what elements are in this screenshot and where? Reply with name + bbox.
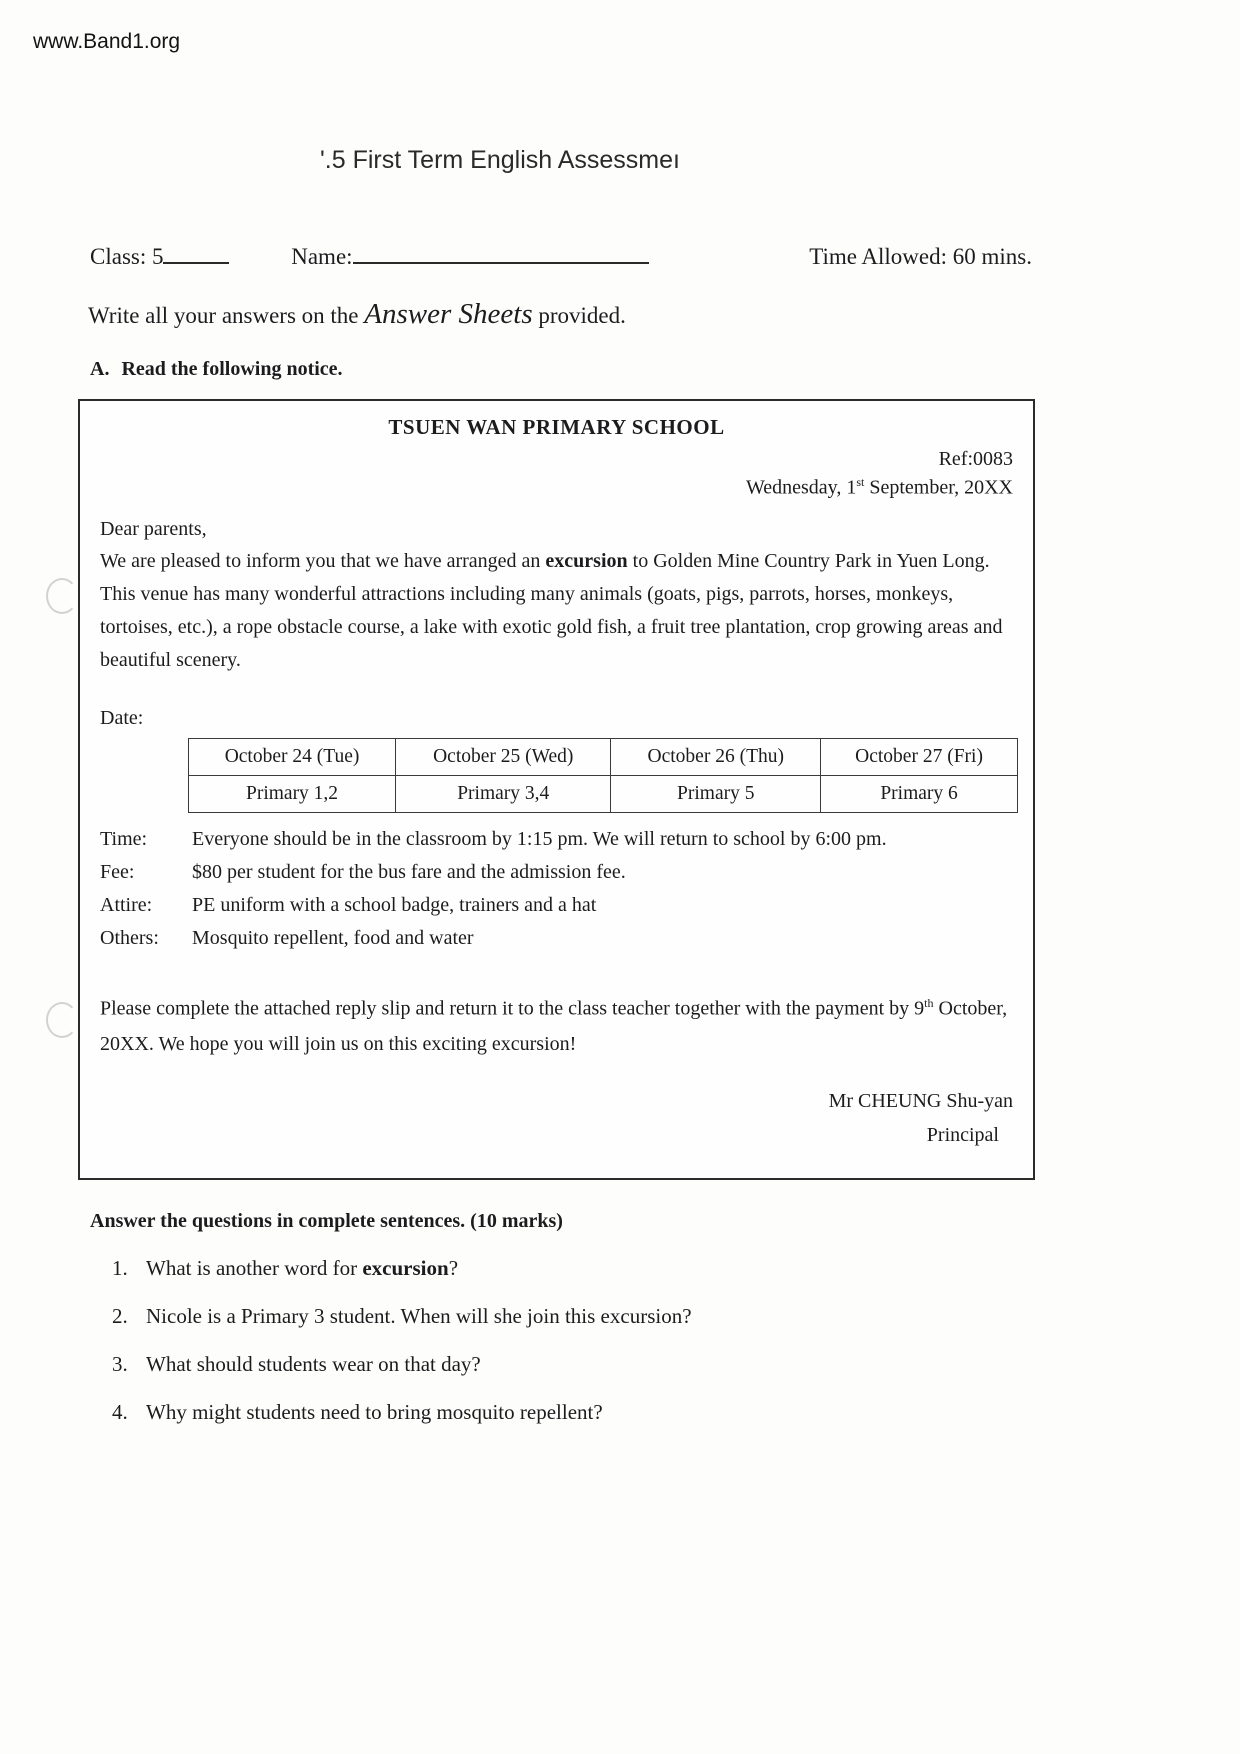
closing-pre: Please complete the attached reply slip and return it to the class teacher together with the payment by 9 [100, 997, 925, 1020]
question-text-pre: What is another word for [146, 1256, 363, 1280]
header-row [90, 240, 1032, 270]
table-value-row [189, 775, 1018, 812]
page-title: '.5 First Term English Assessmeı [320, 146, 680, 174]
scan-hole-artifact [46, 578, 78, 614]
notice-date-pre: Wednesday, 1 [745, 476, 857, 499]
table-cell: October 25 (Wed) [396, 738, 611, 775]
name-label: Name: [291, 244, 353, 269]
excursion-schedule-table [188, 738, 1018, 813]
school-name: TSUEN WAN PRIMARY SCHOOL [388, 415, 725, 439]
question-number: 4. [112, 1400, 128, 1424]
table-cell: Primary 5 [611, 775, 821, 812]
question-text-pre: Nicole is a Primary 3 student. When will she join this excursion? [146, 1304, 692, 1328]
signature-block [100, 1084, 1013, 1152]
signature-name: Mr CHEUNG Shu-yan [828, 1090, 1013, 1113]
signature-title: Principal [926, 1124, 999, 1147]
date-label: Date: [100, 706, 144, 729]
table-cell: October 26 (Thu) [611, 738, 821, 775]
detail-row-fee [100, 856, 1013, 889]
detail-row-attire [100, 889, 1013, 922]
detail-text: PE uniform with a school badge, trainers and a hat [192, 893, 597, 916]
question-item-4 [90, 1400, 1100, 1425]
table-header-row [189, 738, 1018, 775]
notice-body-paragraph [100, 545, 1013, 677]
detail-text: Everyone should be in the classroom by 1:15 pm. We will return to school by 6:00 pm. [192, 827, 887, 850]
question-text [146, 1304, 1100, 1329]
question-text-post: ? [448, 1256, 459, 1280]
questions-heading: Answer the questions in complete sentences. (10 marks) [90, 1210, 563, 1232]
question-text [146, 1352, 1100, 1377]
questions-section [90, 1210, 1100, 1425]
notice-date [100, 475, 1013, 500]
salutation: Dear parents, [100, 517, 207, 540]
notice-box [78, 399, 1035, 1180]
question-text-pre: What should students wear on that day? [146, 1352, 481, 1376]
section-a-label: A. [90, 358, 110, 380]
body-post: to Golden Mine Country Park in Yuen Long. This venue has many wonderful attractions including many animals (goats, pigs, parrots, horses, monkeys, tortoises, etc.), a rope obstacle course, a lake with exotic gold fish, a fruit tree plantation, crop growing areas and beautiful scenery. [100, 549, 1003, 671]
detail-label: Others: [100, 926, 159, 949]
body-pre: We are pleased to inform you that we have arranged an [100, 549, 546, 572]
detail-label: Time: [100, 827, 148, 850]
detail-text: $80 per student for the bus fare and the admission fee. [192, 860, 626, 883]
detail-text: Mosquito repellent, food and water [192, 926, 474, 949]
detail-row-others [100, 922, 1013, 955]
body-bold-word: excursion [545, 549, 628, 572]
closing-sup: th [924, 995, 934, 1010]
section-a-text: Read the following notice. [121, 358, 343, 380]
table-cell: October 27 (Fri) [821, 738, 1018, 775]
question-text-bold: excursion [362, 1256, 449, 1280]
closing-paragraph [100, 985, 1013, 1063]
table-cell: Primary 3,4 [396, 775, 611, 812]
question-number: 1. [112, 1256, 128, 1280]
question-text [146, 1256, 1100, 1281]
detail-label: Fee: [100, 860, 135, 883]
question-text [146, 1400, 1100, 1425]
detail-row-time [100, 823, 1013, 856]
class-blank-line [163, 240, 229, 264]
notice-details [100, 823, 1013, 955]
ref-number: Ref:0083 [938, 448, 1013, 470]
question-item-2 [90, 1304, 1100, 1329]
class-label: Class: 5 [90, 244, 164, 269]
answer-sheets-italic: Answer Sheets [364, 298, 533, 330]
name-blank-line [353, 240, 649, 264]
time-allowed: Time Allowed: 60 mins. [809, 244, 1032, 269]
instruction-line [88, 298, 626, 331]
question-text-pre: Why might students need to bring mosquito repellent? [146, 1400, 603, 1424]
question-number: 3. [112, 1352, 128, 1376]
site-watermark: www.Band1.org [33, 30, 181, 53]
table-cell: Primary 6 [821, 775, 1018, 812]
notice-date-sup: st [856, 475, 865, 489]
detail-label: Attire: [100, 893, 153, 916]
closing-post: October, 20XX. We hope you will join us on this exciting excursion! [100, 997, 1008, 1056]
table-cell: Primary 1,2 [189, 775, 396, 812]
class-name-group [90, 240, 649, 270]
table-cell: October 24 (Tue) [189, 738, 396, 775]
scan-hole-artifact [46, 1002, 78, 1038]
section-a-heading [90, 358, 343, 381]
question-item-1 [90, 1256, 1100, 1281]
notice-date-post: September, 20XX [864, 476, 1013, 499]
question-item-3 [90, 1352, 1100, 1377]
instruction-post: provided. [532, 303, 626, 328]
instruction-pre: Write all your answers on the [88, 303, 365, 328]
question-number: 2. [112, 1304, 128, 1328]
